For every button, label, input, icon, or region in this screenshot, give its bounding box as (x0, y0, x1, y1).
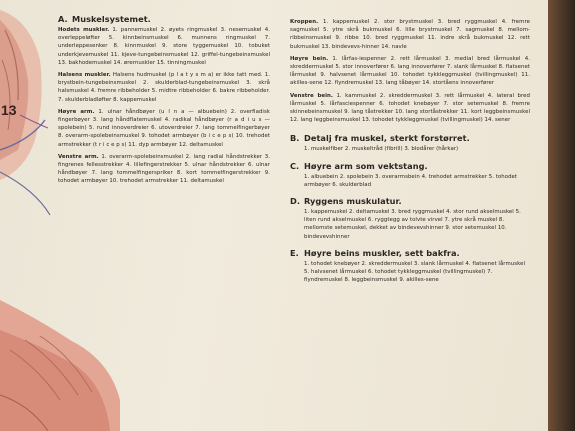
section-d (290, 196, 530, 241)
section-e-text: 1. tohodet knebøyer 2. skreddermuskel 3. slank lårmuskel 4. flatsenet lårmuskel 5. halvsenet lårmuskel 6. tohodet tykkleggmuskel (tvillingmuskel) 7. flyndremuskel 8. leggbeinsmuskel 9. akilles-sene (304, 260, 525, 284)
section-c (290, 161, 530, 189)
paragraph-left-leg: Venstre bein. 1. kammuskel 2. skreddermuskel 3. rett lårmuskel 4. lateral bred lårmuskel 5. lårfasciespenner 6. tohodet knebøyer 7. stor setemuskel 8. fremre skinnebeinsmuskel 9. lang tåstrekker 10. lang stortåstrekker 11. kort leggbeinsmuskel 12. lang leggbeinsmuskel 13. tohodet tykkleggmuskel (tvillingmuskel) 14. sener (290, 92, 530, 124)
paragraph-head-muscles: Hodets muskler. 1. pannemuskel 2. øyets ringmuskel 3. nesemuskel 4. overleppeløfter 5. kinnbeinsmuskel 6. munnens ringmuskel 7. underleppesenker 8. kinnmuskel 9. store tyggemuskel 10. tobuket underkjevemuskel 11. kjeve-tungebeinsmuskel 12. griffel-tungebeinsmuskel 13. bakhodemuskel 14. ørernuskler 15. tinningmuskel (58, 27, 270, 66)
section-d-title: D. Ryggens muskulatur. (290, 196, 402, 207)
right-column (290, 18, 530, 291)
paragraph-right-leg: Høyre bein. 1. lårfas-iespenner 2. rett lårmuskel 3. medial bred lårmuskel 4. skreddermuskel 5. stor innoverfører 6. lang innoverfører 7. slank lårmuskel 8. flatsenet lårmuskel 9. halvsenet lårmuskel 10. tohodet tykkleggmuskel (tvillingmuskel) 11. akilles-sene 12. flyndremuskel 13. lang tåbøyer 14. stortåens innoverfører (290, 55, 530, 87)
wall-edge (548, 0, 575, 431)
section-e-title: E. Høyre beins muskler, sett bakfra. (290, 247, 460, 258)
section-b (290, 133, 530, 153)
figure-number-label: 13 (1, 102, 17, 118)
section-b-text: 1. muskelfiber 2. muskeltråd (fibrill) 3. blodårer (hårkar) (304, 146, 459, 153)
section-a-column (58, 14, 270, 190)
paragraph-neck-muscles: Halsens muskler. Halsens hudmuskel (p l a t y s m a) er ikke tatt med. 1. brystbein-tungebeinsmuskel 2. skulderblad-tungebeinsmuskel 3. skrå halsmuskel 4. fremre ribbeholder 5. midtre ribbeholder 6. bakre ribbeholder. 7. skulderbladløfter 8. kappemuskel (58, 72, 270, 103)
section-c-title: C. Høyre arm som vektstang. (290, 160, 428, 171)
section-b-title: B. Detalj fra muskel, sterkt forstørret. (290, 133, 470, 144)
paragraph-left-arm: Venstre arm. 1. overarm-spolebeinsmuskel 2. lang radial håndstrekker 3. fingrenes fellesstrekker 4. lillefingerstrekker 5. ulnar håndstrekker 6. ulnar håndbøyer 7. lang tommelfingerspriker 8. kort tommelfingerstrekker 9. tohodet armbøyer 10. trehodet armstrekker 11. deltamuskel (58, 153, 270, 185)
section-c-text: 1. albuebein 2. spolebein 3. overarmsbein 4. trehodet armstrekker 5. tohodet armbøyer 6. skulderblad (304, 173, 518, 188)
section-d-text: 1. kappemuskel 2. deltamuskel 3. bred ryggmuskel 4. stor rund akselmuskel 5. liten rund akselmuskel 6. ryggtegg av tolvte virvel 7. ytre skrå muskel 8. mellomste setemuskel, dekket av bindevevshinner 9. stor setemuskel 10. bindevevshinner (304, 209, 521, 240)
paragraph-right-arm: Høyre arm. 1. ulnar håndbøyer (u l n a — albuebein) 2. overfladisk fingerbøyer 3. lang håndflatemuskel 4. radikal håndbøyer (r a d i u s — spolebein) 5. rund innoverdreier 6. utoverdreier 7. lang tommelfingerbøyer 8. overarm-spolebeinsmuskel 9. tohodet armbøyer (b i c e p s) 10. trehodet armstrekker (t r i c e p s) 11. dyp armbøyer 12. deltamuskel (58, 108, 270, 148)
paragraph-torso: Kroppen. 1. kappemuskel 2. stor brystmuskel 3. bred ryggmuskel 4. fremre sagmuskel 5. ytre skrå bukmuskel 6. lille brystmuskel 7. sagmuskel 8. mellom-ribbeinsmuskel 9. ribbe 10. bred ryggmuskel 11. indre skrå bukmuskel 12. rett bukmuskel 13. bindevevs-hinner 14. navle (290, 19, 530, 50)
section-e (290, 248, 530, 285)
section-a-title: A. Muskelsystemet. (58, 14, 151, 24)
